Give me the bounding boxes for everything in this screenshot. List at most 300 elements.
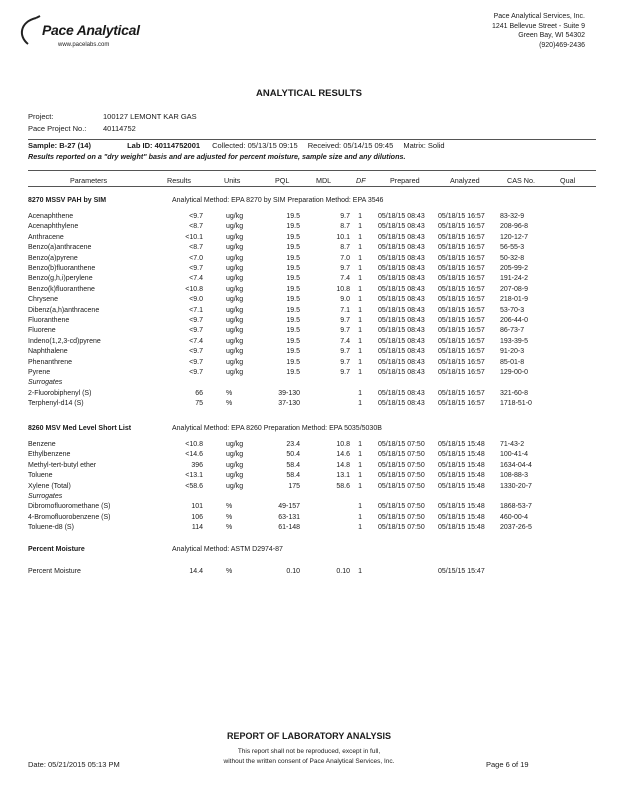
cell-prepared: 05/18/15 08:43 — [378, 348, 425, 356]
cell-units: ug/kg — [226, 213, 244, 220]
cell-analyzed: 05/18/15 15:48 — [438, 472, 485, 480]
cell-result: <9.0 — [189, 296, 203, 304]
table-row — [0, 244, 618, 254]
cell-units: % — [226, 513, 233, 521]
cell-pql: 50.4 — [286, 451, 300, 459]
cell-prepared: 05/18/15 07:50 — [378, 451, 425, 459]
cell-cas: 205-99-2 — [500, 265, 529, 272]
cell-analyzed: 05/18/15 16:57 — [438, 285, 485, 293]
table-row — [0, 451, 618, 461]
divider — [28, 139, 596, 140]
cell-df: 1 — [358, 244, 362, 252]
cell-pql: 19.5 — [286, 348, 300, 356]
cell-prepared: 05/18/15 08:43 — [378, 400, 425, 408]
cell-df: 1 — [358, 233, 362, 241]
col-header-analyzed: Analyzed — [450, 176, 480, 185]
cell-prepared: 05/18/15 07:50 — [378, 503, 425, 511]
cell-cas: 207-08-9 — [500, 285, 529, 293]
cell-param: Indeno(1,2,3-cd)pyrene — [28, 337, 101, 345]
cell-result: <13.1 — [185, 472, 203, 480]
cell-pql: 19.5 — [286, 213, 300, 220]
cell-result: <7.4 — [189, 275, 203, 283]
table-row — [0, 441, 618, 451]
cell-pql: 58.4 — [286, 461, 300, 469]
cell-pql: 19.5 — [286, 369, 300, 376]
project-value: 100127 LEMONT KAR GAS — [103, 112, 197, 121]
table-row — [0, 213, 618, 223]
cell-mdl: 8.7 — [340, 223, 350, 231]
cell-df: 1 — [358, 317, 362, 324]
cell-analyzed: 05/18/15 16:57 — [438, 358, 485, 366]
cell-units: ug/kg — [226, 461, 244, 469]
cell-param: Pyrene — [28, 369, 51, 376]
cell-units: % — [226, 524, 233, 532]
cell-cas: 1718-51-0 — [500, 400, 532, 408]
table-row — [0, 483, 618, 493]
cell-param: Benzo(g,h,i)perylene — [28, 275, 93, 283]
cell-result: <14.6 — [185, 451, 203, 459]
cell-analyzed: 05/18/15 16:57 — [438, 265, 485, 272]
cell-result: <9.7 — [189, 213, 203, 220]
cell-cas: 108-88-3 — [500, 472, 529, 480]
cell-mdl: 14.6 — [336, 451, 350, 459]
cell-result: <58.6 — [185, 482, 203, 490]
cell-mdl: 10.1 — [336, 233, 350, 241]
cell-units: % — [226, 568, 233, 575]
cell-param: Toluene-d8 (S) — [28, 524, 74, 532]
cell-pql: 19.5 — [286, 358, 300, 366]
cell-cas: 71-43-2 — [500, 441, 525, 448]
cell-result: <8.7 — [189, 244, 203, 252]
cell-pql: 19.5 — [286, 254, 300, 262]
cell-pql: 49-157 — [278, 503, 300, 511]
sample-value: B-27 (14) — [59, 141, 91, 150]
section-name: 8260 MSV Med Level Short List — [28, 425, 132, 432]
cell-result: <9.7 — [189, 358, 203, 366]
cell-mdl: 7.4 — [340, 275, 350, 283]
table-row — [0, 348, 618, 358]
cell-prepared: 05/18/15 08:43 — [378, 306, 425, 314]
table-row — [0, 265, 618, 275]
cell-pql: 19.5 — [286, 244, 300, 252]
cell-analyzed: 05/18/15 16:57 — [438, 244, 485, 252]
lab-address-line1: 1241 Bellevue Street - Suite 9 — [491, 22, 585, 30]
cell-result: 114 — [191, 524, 203, 532]
section-name: Percent Moisture — [28, 546, 85, 553]
section-header — [0, 546, 618, 556]
cell-analyzed: 05/18/15 15:48 — [438, 441, 485, 448]
cell-prepared: 05/18/15 08:43 — [378, 296, 425, 304]
cell-mdl: 14.8 — [336, 461, 350, 469]
cell-df: 1 — [358, 441, 362, 448]
cell-pql: 19.5 — [286, 327, 300, 335]
cell-prepared: 05/18/15 07:50 — [378, 461, 425, 469]
cell-mdl: 9.7 — [340, 369, 350, 376]
cell-pql: 63-131 — [278, 513, 300, 521]
pace-logo — [14, 12, 174, 52]
cell-units: ug/kg — [226, 285, 244, 293]
cell-mdl: 9.7 — [340, 358, 350, 366]
cell-param: Dibromofluoromethane (S) — [28, 503, 111, 511]
cell-units: ug/kg — [226, 244, 244, 252]
cell-analyzed: 05/18/15 16:57 — [438, 327, 485, 335]
cell-analyzed: 05/18/15 16:57 — [438, 223, 485, 231]
col-header-df: DF — [356, 176, 366, 185]
cell-cas: 85-01-8 — [500, 358, 525, 366]
cell-prepared: 05/18/15 08:43 — [378, 358, 425, 366]
table-row — [0, 568, 618, 578]
cell-result: 101 — [191, 503, 203, 511]
table-row — [0, 369, 618, 379]
cell-df: 1 — [358, 223, 362, 231]
cell-param: Ethylbenzene — [28, 451, 71, 459]
cell-df: 1 — [358, 337, 362, 345]
cell-df: 1 — [358, 568, 362, 575]
cell-cas: 460-00-4 — [500, 513, 529, 521]
cell-df: 1 — [358, 369, 362, 376]
table-row — [0, 327, 618, 337]
cell-result: <7.0 — [189, 254, 203, 262]
cell-cas: 191-24-2 — [500, 275, 529, 283]
cell-units: ug/kg — [226, 482, 244, 490]
cell-cas: 206-44-0 — [500, 317, 529, 324]
cell-prepared: 05/18/15 07:50 — [378, 482, 425, 490]
matrix-value: Solid — [427, 141, 445, 150]
cell-pql: 19.5 — [286, 223, 300, 231]
cell-prepared: 05/18/15 08:43 — [378, 244, 425, 252]
cell-df: 1 — [358, 503, 362, 511]
cell-units: ug/kg — [226, 275, 244, 283]
section-method: Analytical Method: EPA 8260 Preparation Method: EPA 5035/5030B — [172, 425, 382, 432]
cell-param: Acenaphthylene — [28, 223, 79, 231]
section-header — [0, 197, 618, 207]
cell-mdl: 9.7 — [340, 317, 350, 324]
table-row — [0, 503, 618, 513]
cell-df: 1 — [358, 275, 362, 283]
cell-mdl: 0.10 — [336, 568, 350, 575]
cell-param: 2-Fluorobiphenyl (S) — [28, 389, 92, 397]
cell-mdl: 9.7 — [340, 213, 350, 220]
lab-name: Pace Analytical Services, Inc. — [493, 13, 585, 20]
lab-phone: (920)469-2436 — [539, 41, 585, 49]
table-row — [0, 400, 618, 410]
cell-pql: 19.5 — [286, 317, 300, 324]
cell-cas: 129-00-0 — [500, 369, 529, 376]
cell-analyzed: 05/18/15 16:57 — [438, 337, 485, 345]
section-name: 8270 MSSV PAH by SIM — [28, 197, 107, 204]
col-header-mdl: MDL — [316, 176, 332, 185]
results-note: Results reported on a "dry weight" basis and are adjusted for percent moisture, sample size and any dilutions. — [28, 152, 406, 161]
cell-prepared: 05/18/15 07:50 — [378, 441, 425, 448]
cell-pql: 58.4 — [286, 472, 300, 480]
cell-mdl: 7.4 — [340, 337, 350, 345]
collected-label: Collected: — [212, 141, 246, 150]
cell-analyzed: 05/18/15 16:57 — [438, 369, 485, 376]
labid-value: 40114752001 — [154, 141, 201, 150]
cell-units: ug/kg — [226, 337, 244, 345]
table-row — [0, 286, 618, 296]
sample-info-line — [28, 141, 445, 150]
cell-analyzed: 05/18/15 16:57 — [438, 400, 485, 408]
cell-pql: 175 — [288, 482, 300, 490]
cell-mdl: 9.0 — [340, 296, 350, 304]
cell-prepared: 05/18/15 08:43 — [378, 337, 425, 345]
footer-note-line1: This report shall not be reproduced, except in full, — [237, 748, 381, 755]
cell-pql: 19.5 — [286, 233, 300, 241]
cell-result: <10.8 — [185, 441, 203, 448]
cell-result: <9.7 — [189, 327, 203, 335]
cell-units: ug/kg — [226, 265, 244, 272]
collected-value: 05/13/15 09:15 — [247, 141, 298, 150]
cell-analyzed: 05/18/15 16:57 — [438, 317, 485, 324]
cell-prepared: 05/18/15 07:50 — [378, 513, 425, 521]
cell-result: 106 — [191, 513, 203, 521]
project-label: Project: — [28, 112, 54, 121]
cell-param: Acenaphthene — [28, 213, 74, 220]
pace-project-value: 40114752 — [103, 124, 136, 133]
cell-df: 1 — [358, 306, 362, 314]
cell-pql: 19.5 — [286, 275, 300, 283]
cell-prepared: 05/18/15 08:43 — [378, 223, 425, 231]
cell-analyzed: 05/18/15 15:48 — [438, 461, 485, 469]
cell-pql: 23.4 — [286, 441, 300, 448]
cell-cas: 2037-26-5 — [500, 524, 532, 532]
cell-units: ug/kg — [226, 233, 244, 241]
cell-units: ug/kg — [226, 472, 244, 480]
cell-cas: 208-96-8 — [500, 223, 529, 231]
cell-cas: 1330-20-7 — [500, 482, 532, 490]
cell-prepared: 05/18/15 08:43 — [378, 254, 425, 262]
cell-result: <10.8 — [185, 285, 203, 293]
cell-cas: 100-41-4 — [500, 451, 529, 459]
cell-result: <9.7 — [189, 348, 203, 356]
cell-param: Fluoranthene — [28, 317, 70, 324]
cell-analyzed: 05/15/15 15:47 — [438, 568, 485, 575]
cell-mdl: 10.8 — [336, 441, 350, 448]
surrogates-subheader — [0, 379, 618, 389]
cell-param: Naphthalene — [28, 348, 68, 356]
cell-df: 1 — [358, 513, 362, 521]
cell-param: Benzo(b)fluoranthene — [28, 265, 96, 272]
cell-analyzed: 05/18/15 15:48 — [438, 513, 485, 521]
cell-prepared: 05/18/15 08:43 — [378, 233, 425, 241]
cell-result: 396 — [191, 461, 203, 469]
table-row — [0, 223, 618, 233]
cell-analyzed: 05/18/15 15:48 — [438, 524, 485, 532]
col-header-prepared: Prepared — [390, 176, 420, 185]
cell-analyzed: 05/18/15 16:57 — [438, 306, 485, 314]
cell-cas: 56-55-3 — [500, 244, 525, 252]
divider — [28, 186, 596, 187]
table-row — [0, 296, 618, 306]
cell-df: 1 — [358, 389, 362, 397]
cell-param: Terphenyl-d14 (S) — [28, 400, 84, 408]
cell-df: 1 — [358, 524, 362, 532]
cell-result: <7.4 — [189, 337, 203, 345]
cell-analyzed: 05/18/15 15:48 — [438, 503, 485, 511]
cell-cas: 218-01-9 — [500, 296, 529, 304]
cell-param: Fluorene — [28, 327, 56, 335]
cell-analyzed: 05/18/15 15:48 — [438, 451, 485, 459]
cell-analyzed: 05/18/15 16:57 — [438, 254, 485, 262]
cell-param: Surrogates — [28, 493, 63, 500]
cell-analyzed: 05/18/15 16:57 — [438, 275, 485, 283]
cell-pql: 39-130 — [278, 389, 300, 397]
cell-cas: 50-32-8 — [500, 254, 525, 262]
logo-url: www.pacelabs.com — [58, 42, 110, 48]
cell-param: Benzo(k)fluoranthene — [28, 285, 95, 293]
col-header-pql: PQL — [275, 176, 290, 185]
cell-result: 14.4 — [189, 568, 203, 575]
cell-mdl: 58.6 — [336, 482, 350, 490]
cell-param: Benzo(a)pyrene — [28, 254, 78, 262]
cell-prepared: 05/18/15 07:50 — [378, 524, 425, 532]
cell-prepared: 05/18/15 08:43 — [378, 275, 425, 283]
cell-units: ug/kg — [226, 296, 244, 304]
cell-mdl: 13.1 — [336, 472, 350, 480]
cell-mdl: 8.7 — [340, 244, 350, 252]
table-row — [0, 317, 618, 327]
cell-df: 1 — [358, 348, 362, 356]
cell-units: ug/kg — [226, 327, 244, 335]
cell-mdl: 7.1 — [340, 306, 350, 314]
cell-result: <9.7 — [189, 369, 203, 376]
cell-cas: 91-20-3 — [500, 348, 525, 356]
section-method: Analytical Method: ASTM D2974-87 — [172, 546, 283, 553]
table-row — [0, 472, 618, 482]
footer-title: REPORT OF LABORATORY ANALYSIS — [226, 731, 392, 741]
table-row — [0, 234, 618, 244]
report-date: Date: 05/21/2015 05:13 PM — [28, 760, 120, 769]
lab-address-line2: Green Bay, WI 54302 — [518, 32, 585, 39]
cell-analyzed: 05/18/15 16:57 — [438, 213, 485, 220]
cell-param: Surrogates — [28, 379, 63, 387]
col-header-units: Units — [224, 176, 241, 185]
table-row — [0, 255, 618, 265]
cell-cas: 53-70-3 — [500, 306, 525, 314]
cell-analyzed: 05/18/15 15:48 — [438, 482, 485, 490]
cell-df: 1 — [358, 213, 362, 220]
cell-prepared: 05/18/15 08:43 — [378, 317, 425, 324]
divider — [28, 170, 596, 171]
pace-project-label: Pace Project No.: — [28, 124, 87, 133]
cell-param: Anthracene — [28, 233, 64, 241]
col-header-parameters: Parameters — [70, 176, 108, 185]
cell-cas: 120-12-7 — [500, 233, 529, 241]
received-label: Received: — [307, 141, 342, 150]
table-row — [0, 524, 618, 534]
cell-analyzed: 05/18/15 16:57 — [438, 233, 485, 241]
table-row — [0, 338, 618, 348]
cell-prepared: 05/18/15 08:43 — [378, 327, 425, 335]
page-title: ANALYTICAL RESULTS — [256, 88, 362, 99]
cell-df: 1 — [358, 254, 362, 262]
col-header-results: Results — [167, 176, 191, 185]
cell-units: ug/kg — [226, 223, 244, 231]
cell-mdl: 9.7 — [340, 348, 350, 356]
cell-units: ug/kg — [226, 451, 244, 459]
cell-pql: 61-148 — [278, 524, 300, 532]
page-number: Page 6 of 19 — [486, 760, 529, 769]
cell-units: ug/kg — [226, 369, 244, 376]
cell-analyzed: 05/18/15 16:57 — [438, 296, 485, 304]
cell-result: 75 — [195, 400, 203, 408]
labid-label: Lab ID: — [127, 141, 153, 150]
cell-param: Dibenz(a,h)anthracene — [28, 306, 100, 314]
cell-cas: 86-73-7 — [500, 327, 525, 335]
cell-prepared: 05/18/15 08:43 — [378, 389, 425, 397]
received-value: 05/14/15 09:45 — [343, 141, 394, 150]
cell-param: 4-Bromofluorobenzene (S) — [28, 513, 111, 521]
cell-cas: 1634-04-4 — [500, 461, 532, 469]
cell-df: 1 — [358, 285, 362, 293]
cell-prepared: 05/18/15 08:43 — [378, 265, 425, 272]
cell-units: ug/kg — [226, 358, 244, 366]
col-header-qual: Qual — [560, 176, 576, 185]
cell-df: 1 — [358, 482, 362, 490]
table-row — [0, 275, 618, 285]
cell-prepared: 05/18/15 07:50 — [378, 472, 425, 480]
section-method: Analytical Method: EPA 8270 by SIM Preparation Method: EPA 3546 — [172, 197, 384, 204]
cell-pql: 19.5 — [286, 306, 300, 314]
cell-prepared: 05/18/15 08:43 — [378, 213, 425, 220]
section-header — [0, 425, 618, 435]
cell-param: Methyl-tert-butyl ether — [28, 461, 97, 469]
cell-result: <9.7 — [189, 265, 203, 272]
cell-param: Benzo(a)anthracene — [28, 244, 92, 252]
cell-units: % — [226, 503, 233, 511]
cell-df: 1 — [358, 296, 362, 304]
cell-prepared: 05/18/15 08:43 — [378, 369, 425, 376]
cell-param: Xylene (Total) — [28, 482, 71, 490]
cell-units: % — [226, 389, 233, 397]
cell-units: ug/kg — [226, 306, 244, 314]
cell-pql: 19.5 — [286, 265, 300, 272]
cell-df: 1 — [358, 265, 362, 272]
cell-units: ug/kg — [226, 317, 244, 324]
cell-cas: 1868-53-7 — [500, 503, 532, 511]
lab-address-block — [492, 12, 585, 50]
cell-pql: 19.5 — [286, 296, 300, 304]
cell-result: <8.7 — [189, 223, 203, 231]
cell-pql: 0.10 — [286, 568, 300, 575]
cell-pql: 37-130 — [278, 400, 300, 408]
footer-note-line2: without the written consent of Pace Analytical Services, Inc. — [223, 758, 395, 765]
cell-analyzed: 05/18/15 16:57 — [438, 389, 485, 397]
cell-result: <7.1 — [189, 306, 203, 314]
cell-mdl: 7.0 — [340, 254, 350, 262]
matrix-label: Matrix: — [403, 141, 426, 150]
surrogates-subheader — [0, 493, 618, 503]
cell-df: 1 — [358, 400, 362, 408]
table-row — [0, 514, 618, 524]
cell-param: Chrysene — [28, 296, 58, 304]
cell-mdl: 9.7 — [340, 327, 350, 335]
cell-df: 1 — [358, 451, 362, 459]
cell-mdl: 10.8 — [336, 285, 350, 293]
logo-text: Pace Analytical — [42, 22, 140, 38]
cell-analyzed: 05/18/15 16:57 — [438, 348, 485, 356]
cell-param: Phenanthrene — [28, 358, 72, 366]
cell-prepared: 05/18/15 08:43 — [378, 285, 425, 293]
cell-cas: 193-39-5 — [500, 337, 529, 345]
cell-df: 1 — [358, 472, 362, 480]
cell-result: <10.1 — [185, 233, 203, 241]
cell-units: ug/kg — [226, 254, 244, 262]
cell-units: ug/kg — [226, 441, 244, 448]
cell-param: Toluene — [28, 472, 53, 480]
cell-result: <9.7 — [189, 317, 203, 324]
